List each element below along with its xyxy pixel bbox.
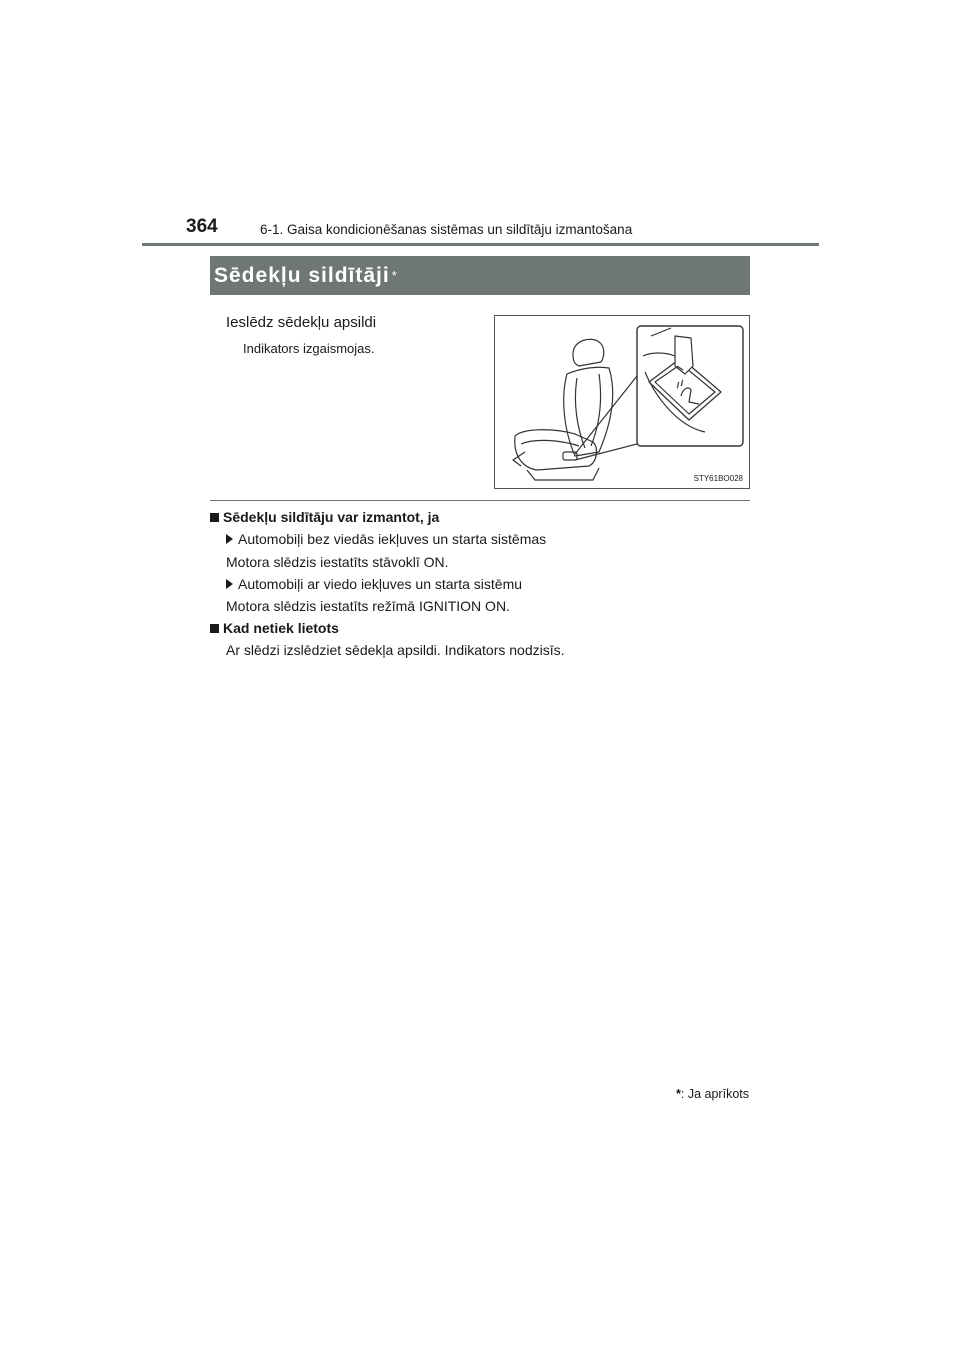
note-use-case1 — [226, 531, 546, 547]
square-bullet-icon — [210, 513, 219, 522]
section-divider — [210, 500, 750, 501]
note-use-case2-label: Automobiļi ar viedo iekļuves un starta sistēmu — [238, 576, 523, 592]
note-use-case1-label: Automobiļi bez viedās iekļuves un starta sistēmas — [238, 531, 547, 547]
header-divider — [142, 243, 819, 246]
footnote-text: : Ja aprīkots — [680, 1087, 749, 1101]
note-use-case1-text: Motora slēdzis iestatīts stāvoklī ON. — [226, 554, 449, 570]
note-off-heading-text: Kad netiek lietots — [223, 620, 339, 636]
triangle-bullet-icon — [226, 534, 233, 544]
square-bullet-icon — [210, 624, 219, 633]
note-use-heading-text: Sēdekļu sildītāju var izmantot, ja — [223, 509, 440, 525]
note-off-heading — [210, 620, 339, 636]
footnote-star: * — [676, 1087, 681, 1101]
note-use-heading — [210, 509, 439, 525]
page-number: 364 — [186, 216, 218, 237]
section-star: * — [391, 268, 397, 283]
seat-heater-illustration-icon — [495, 316, 749, 488]
section-title-bar — [210, 256, 750, 295]
figure-code: STY61BO028 — [693, 474, 743, 483]
footnote — [676, 1087, 749, 1101]
note-use-case2-text: Motora slēdzis iestatīts režīmā IGNITION ON. — [226, 598, 510, 614]
instruction-text: Ieslēdz sēdekļu apsildi — [226, 314, 377, 331]
instruction-subtext: Indikators izgaismojas. — [243, 341, 375, 356]
section-title: Sēdekļu sildītāji — [214, 263, 390, 287]
note-use-case2 — [226, 576, 522, 592]
note-off-text: Ar slēdzi izslēdziet sēdekļa apsildi. Indikators nodzisīs. — [226, 642, 565, 658]
seat-heater-figure — [494, 315, 750, 489]
running-header: 6-1. Gaisa kondicionēšanas sistēmas un sildītāju izmantošana — [260, 222, 633, 237]
triangle-bullet-icon — [226, 579, 233, 589]
